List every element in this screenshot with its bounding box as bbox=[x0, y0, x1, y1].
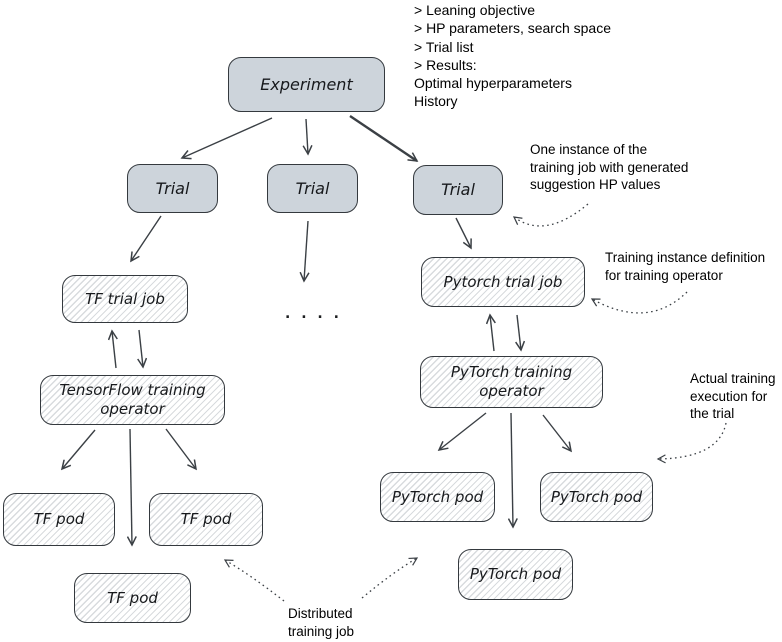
node-tf-pod-3 bbox=[74, 573, 191, 623]
note-line: training job with generated bbox=[530, 159, 689, 175]
note-line: > HP parameters, search space bbox=[414, 20, 612, 37]
note-training-definition bbox=[605, 249, 782, 284]
dotted-arrow-definition-note-to-pytorch-trial-job bbox=[592, 292, 687, 313]
arrow-tf-operator-to-tf-pod-2 bbox=[166, 429, 196, 469]
note-line: Optimal hyperparameters bbox=[414, 75, 572, 92]
note-trial-instance bbox=[530, 141, 760, 194]
node-tf-pod-2 bbox=[149, 493, 263, 546]
note-line: Actual training bbox=[690, 371, 776, 386]
arrow-pytorch-operator-to-pytorch-pod-3 bbox=[511, 413, 513, 527]
note-line: execution for bbox=[690, 388, 768, 404]
node-pytorch-pod-2 bbox=[540, 472, 653, 522]
arrow-tf-operator-to-tf-pod-3 bbox=[130, 429, 132, 545]
node-tf-pod-2-label: TF pod bbox=[180, 510, 232, 529]
arrow-tf-trial-job-to-tf-operator bbox=[139, 330, 143, 367]
arrow-trial-3-to-pytorch-trial-job bbox=[456, 218, 471, 248]
note-experiment-details bbox=[414, 1, 704, 111]
arrow-experiment-to-trial-1 bbox=[182, 118, 272, 158]
node-tf-pod-3-label: TF pod bbox=[107, 588, 158, 607]
dotted-arrow-execution-note-to-pytorch-operator bbox=[658, 423, 726, 459]
node-pytorch-operator bbox=[420, 356, 603, 408]
node-trial-1 bbox=[127, 164, 218, 213]
node-experiment-label: Experiment bbox=[260, 74, 353, 94]
node-pytorch-pod-3 bbox=[458, 549, 573, 600]
node-experiment bbox=[228, 57, 385, 112]
node-pytorch-operator-label: PyTorch training operator bbox=[450, 363, 573, 400]
arrow-pytorch-operator-to-pytorch-trial-job bbox=[490, 315, 494, 351]
arrow-experiment-to-trial-3 bbox=[350, 116, 417, 161]
note-distributed-job bbox=[288, 605, 398, 640]
node-tf-pod-1 bbox=[3, 493, 115, 546]
note-line: for training operator bbox=[605, 267, 723, 283]
node-pytorch-trial-job bbox=[421, 257, 585, 307]
more-trials-ellipsis: . . . . bbox=[285, 306, 342, 322]
node-trial-3 bbox=[413, 165, 503, 215]
node-trial-3-label: Trial bbox=[441, 180, 475, 199]
dotted-arrow-distributed-note-to-pytorch-pods bbox=[362, 558, 417, 598]
arrow-tf-operator-to-tf-pod-1 bbox=[62, 430, 95, 469]
arrow-experiment-to-trial-2 bbox=[306, 119, 308, 154]
note-line: training job bbox=[288, 623, 355, 639]
node-pytorch-pod-2-label: PyTorch pod bbox=[550, 487, 643, 506]
node-tf-trial-job-label: TF trial job bbox=[85, 289, 165, 308]
node-trial-2-label: Trial bbox=[295, 178, 330, 198]
note-line: One instance of the bbox=[530, 142, 648, 157]
note-line: Training instance definition bbox=[605, 250, 766, 265]
node-tf-operator bbox=[40, 375, 225, 425]
arrow-trial-2-to-ellipsis bbox=[304, 221, 308, 281]
node-tf-pod-1-label: TF pod bbox=[33, 510, 85, 529]
arrow-pytorch-trial-job-to-pytorch-operator bbox=[517, 315, 521, 350]
arrow-pytorch-operator-to-pytorch-pod-2 bbox=[543, 415, 571, 451]
note-line: > Trial list bbox=[414, 38, 474, 55]
note-line: suggestion HP values bbox=[530, 177, 661, 192]
note-line: > Results: bbox=[414, 56, 477, 73]
dotted-arrow-distributed-note-to-tf-pods bbox=[225, 560, 284, 601]
note-line: the trial bbox=[690, 406, 735, 421]
arrow-tf-operator-to-tf-trial-job bbox=[112, 331, 116, 368]
arrow-trial-1-to-tf-trial-job bbox=[131, 216, 161, 261]
note-line: Distributed bbox=[288, 606, 353, 621]
arrow-pytorch-operator-to-pytorch-pod-1 bbox=[439, 413, 486, 450]
note-training-execution bbox=[690, 370, 782, 423]
note-line: > Leaning objective bbox=[414, 2, 536, 18]
node-pytorch-pod-3-label: PyTorch pod bbox=[469, 565, 562, 584]
dotted-arrow-trial-note-to-trial-3 bbox=[514, 204, 588, 226]
node-tf-operator-label: TensorFlow training operator bbox=[59, 381, 206, 418]
node-pytorch-pod-1 bbox=[380, 472, 495, 522]
note-line: History bbox=[414, 93, 458, 110]
node-pytorch-trial-job-label: Pytorch trial job bbox=[443, 272, 563, 291]
node-trial-2 bbox=[267, 164, 358, 213]
node-pytorch-pod-1-label: PyTorch pod bbox=[391, 487, 484, 506]
node-trial-1-label: Trial bbox=[155, 178, 190, 198]
node-tf-trial-job bbox=[62, 275, 188, 323]
